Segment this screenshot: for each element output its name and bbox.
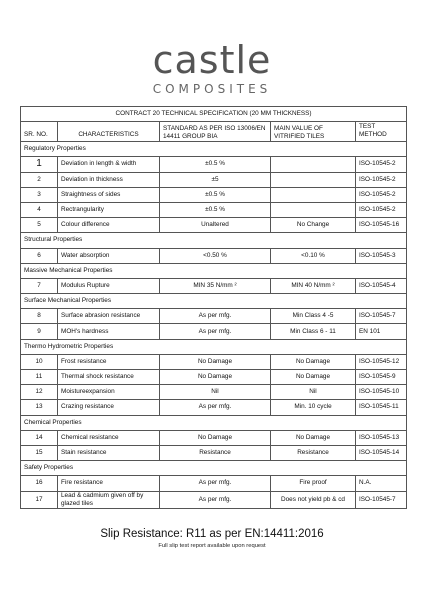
standard-cell: Nil <box>160 385 271 400</box>
characteristic-cell: Rectrangularity <box>58 202 160 217</box>
sr-cell: 6 <box>21 248 58 263</box>
section-label: Thermo Hydrometric Properties <box>21 339 407 354</box>
characteristic-cell: Lead & cadmium given off by glazed tiles <box>58 491 160 508</box>
sr-cell: 7 <box>21 278 58 293</box>
test-method-cell: ISO-10545-10 <box>356 385 407 400</box>
table-row <box>21 248 407 263</box>
test-method-cell: ISO-10545-7 <box>356 491 407 508</box>
sr-cell: 5 <box>21 218 58 233</box>
table-header-row <box>21 122 407 142</box>
company-logo <box>0 40 424 96</box>
table-row <box>21 309 407 324</box>
characteristic-cell: Stain resistance <box>58 445 160 460</box>
section-row <box>21 415 407 430</box>
sr-cell: 13 <box>21 400 58 415</box>
test-method-cell: ISO-10545-2 <box>356 202 407 217</box>
main-value-cell: Min Class 6 - 11 <box>271 324 356 339</box>
spec-table <box>20 106 407 509</box>
section-label: Surface Mechanical Properties <box>21 294 407 309</box>
section-row <box>21 294 407 309</box>
sr-cell: 8 <box>21 309 58 324</box>
slip-resistance: Slip Resistance: R11 as per EN:14411:2016 <box>100 528 324 540</box>
main-value-cell: Nil <box>271 385 356 400</box>
sr-cell: 16 <box>21 476 58 491</box>
slip-note: Full slip test report available upon request <box>158 543 266 549</box>
test-method-cell: ISO-10545-9 <box>356 370 407 385</box>
section-label: Chemical Properties <box>21 415 407 430</box>
characteristic-cell: Chemical resistance <box>58 430 160 445</box>
standard-cell: <0.50 % <box>160 248 271 263</box>
standard-cell: As per mfg. <box>160 309 271 324</box>
characteristic-cell: Surface abrasion resistance <box>58 309 160 324</box>
main-value-cell: No Damage <box>271 370 356 385</box>
test-method-cell: ISO-10545-12 <box>356 354 407 369</box>
characteristic-cell: Modulus Rupture <box>58 278 160 293</box>
sr-cell: 10 <box>21 354 58 369</box>
test-method-cell: EN 101 <box>356 324 407 339</box>
standard-cell: As per mfg. <box>160 491 271 508</box>
test-method-cell: ISO-10545-14 <box>356 445 407 460</box>
main-value-cell: Min Class 4 -5 <box>271 309 356 324</box>
main-value-cell <box>271 202 356 217</box>
logo-subtitle: COMPOSITES <box>152 82 272 96</box>
characteristic-cell: Straightness of sides <box>58 187 160 202</box>
main-value-cell: No Damage <box>271 354 356 369</box>
main-value-cell: <0.10 % <box>271 248 356 263</box>
sr-cell: 17 <box>21 491 58 508</box>
sr-cell: 12 <box>21 385 58 400</box>
footer <box>0 528 424 549</box>
test-method-cell: ISO-10545-2 <box>356 187 407 202</box>
section-label: Safety Properties <box>21 461 407 476</box>
table-row <box>21 445 407 460</box>
section-row <box>21 339 407 354</box>
standard-cell: No Damage <box>160 370 271 385</box>
table-row <box>21 354 407 369</box>
main-value-cell: MIN 40 N/mm ² <box>271 278 356 293</box>
sr-cell: 11 <box>21 370 58 385</box>
logo-brand: castle <box>152 38 272 82</box>
main-value-cell: Fire proof <box>271 476 356 491</box>
header-standard: STANDARD AS PER ISO 13006/EN 14411 GROUP BIA <box>160 122 271 142</box>
characteristic-cell: Frost resistance <box>58 354 160 369</box>
characteristic-cell: Crazing resistance <box>58 400 160 415</box>
table-row <box>21 324 407 339</box>
section-label: Regulatory Properties <box>21 142 407 157</box>
table-row <box>21 157 407 172</box>
section-label: Massive Mechanical Properties <box>21 263 407 278</box>
characteristic-cell: Colour difference <box>58 218 160 233</box>
table-title-row <box>21 107 407 122</box>
table-row <box>21 385 407 400</box>
main-value-cell: Min. 10 cycle <box>271 400 356 415</box>
main-value-cell: No Change <box>271 218 356 233</box>
test-method-cell: ISO-10545-16 <box>356 218 407 233</box>
table-row <box>21 278 407 293</box>
standard-cell: As per mfg. <box>160 476 271 491</box>
sr-cell: 9 <box>21 324 58 339</box>
standard-cell: Unaltered <box>160 218 271 233</box>
main-value-cell: Does not yield pb & cd <box>271 491 356 508</box>
characteristic-cell: Thermal shock resistance <box>58 370 160 385</box>
table-title: CONTRACT 20 TECHNICAL SPECIFICATION (20 MM THICKNESS) <box>21 107 407 122</box>
test-method-cell: ISO-10545-11 <box>356 400 407 415</box>
section-row <box>21 142 407 157</box>
characteristic-cell: Fire resistance <box>58 476 160 491</box>
sr-cell: 14 <box>21 430 58 445</box>
test-method-cell: ISO-10545-2 <box>356 172 407 187</box>
characteristic-cell: MOH's hardness <box>58 324 160 339</box>
standard-cell: ±5 <box>160 172 271 187</box>
standard-cell: ±0.5 % <box>160 157 271 172</box>
test-method-cell: ISO-10545-7 <box>356 309 407 324</box>
standard-cell: ±0.5 % <box>160 187 271 202</box>
main-value-cell <box>271 157 356 172</box>
sr-cell: 4 <box>21 202 58 217</box>
test-method-cell: ISO-10545-3 <box>356 248 407 263</box>
characteristic-cell: Moistureexpansion <box>58 385 160 400</box>
standard-cell: No Damage <box>160 430 271 445</box>
table-row <box>21 476 407 491</box>
table-row <box>21 491 407 508</box>
header-main-value: MAIN VALUE OF VITRIFIED TILES <box>271 122 356 142</box>
main-value-cell <box>271 187 356 202</box>
standard-cell: ±0.5 % <box>160 202 271 217</box>
test-method-cell: N.A. <box>356 476 407 491</box>
table-row <box>21 400 407 415</box>
standard-cell: No Damage <box>160 354 271 369</box>
section-row <box>21 461 407 476</box>
sr-cell: 3 <box>21 187 58 202</box>
header-characteristics: CHARACTERISTICS <box>58 122 160 142</box>
main-value-cell: Resistance <box>271 445 356 460</box>
characteristic-cell: Water absorption <box>58 248 160 263</box>
sr-cell: 1 <box>21 157 58 172</box>
table-row <box>21 370 407 385</box>
standard-cell: As per mfg. <box>160 400 271 415</box>
test-method-cell: ISO-10545-2 <box>356 157 407 172</box>
header-sr-no: SR. NO. <box>21 122 58 142</box>
section-row <box>21 263 407 278</box>
standard-cell: Resistance <box>160 445 271 460</box>
sr-cell: 15 <box>21 445 58 460</box>
standard-cell: MIN 35 N/mm ² <box>160 278 271 293</box>
table-row <box>21 187 407 202</box>
test-method-cell: ISO-10545-13 <box>356 430 407 445</box>
main-value-cell: No Damage <box>271 430 356 445</box>
main-value-cell <box>271 172 356 187</box>
section-row <box>21 233 407 248</box>
characteristic-cell: Deviation in length & width <box>58 157 160 172</box>
table-row <box>21 202 407 217</box>
sr-cell: 2 <box>21 172 58 187</box>
header-test-method: TEST METHOD <box>356 122 407 142</box>
standard-cell: As per mfg. <box>160 324 271 339</box>
characteristic-cell: Deviation in thickness <box>58 172 160 187</box>
table-row <box>21 218 407 233</box>
test-method-cell: ISO-10545-4 <box>356 278 407 293</box>
table-row <box>21 430 407 445</box>
section-label: Structural Properties <box>21 233 407 248</box>
table-row <box>21 172 407 187</box>
